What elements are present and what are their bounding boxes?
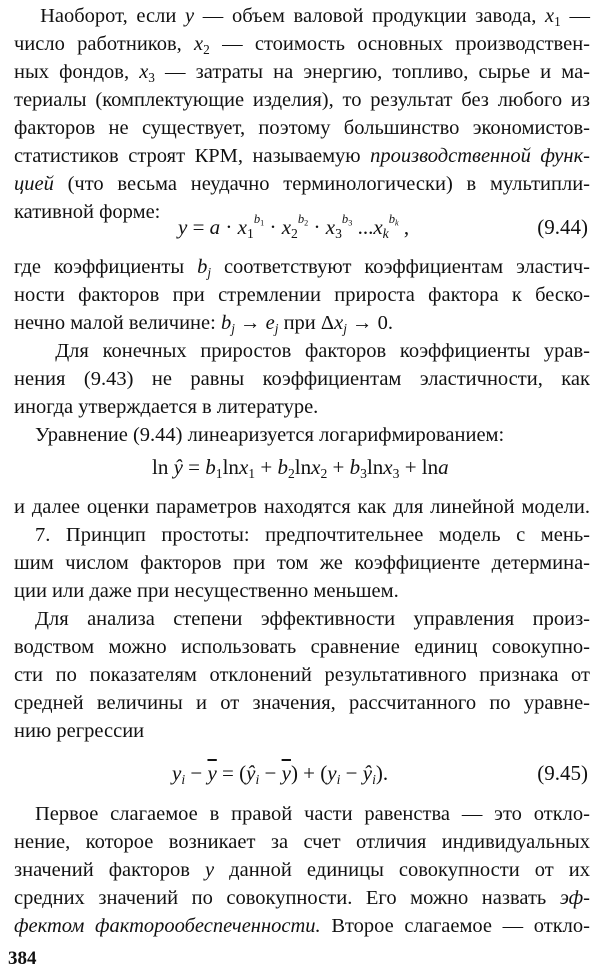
text-line: нение, которое возникает за счет отличия индивидуальных: [14, 831, 590, 853]
text-line: фектом факторообеспеченности. Второе слагаемое — откло-: [14, 915, 590, 937]
text-line: кативной форме:: [14, 201, 161, 223]
text-line: Наоборот, если y — объем валовой продукции завода, $x_1$ —: [14, 5, 591, 29]
equation-9-45: $y_i - \overline{y}$ = $(ŷ_i - \overline{y}) + (y_i$ − $ŷ_i$).: [172, 761, 389, 788]
text-line: статистиков строят КРМ, называемую производственной функ-: [14, 145, 590, 167]
text-span: Первое слагаемое в правой части равенства — это откло-: [35, 803, 590, 825]
text-line: [14, 800, 590, 828]
text-line: нию регрессии: [14, 720, 145, 742]
text-line: цией (что весьма неудачно терминологически) в мультипли-: [14, 173, 590, 195]
text-span: Для анализа степени эффективности управления произ-: [35, 608, 590, 630]
equation-log: ln ŷ = $b_1\ln x_1 + b_2\ln x_2 + b_3\ln x_3 + \ln a$: [152, 455, 449, 482]
text-line: ности факторов при стремлении прироста фактора к беско-: [14, 284, 590, 306]
page-number: 384: [8, 948, 37, 969]
text-line: ных фондов, $x_3$ — затраты на энергию, топливо, сырье и ма-: [14, 61, 590, 85]
text-span: 7. Принцип простоты: предпочтительнее модель с мень-: [35, 524, 590, 546]
text-line: число работников, $x_2$ — стоимость основных производствен-: [14, 33, 590, 57]
text-line: факторов не существует, поэтому большинство экономистов-: [14, 117, 590, 139]
text-line: нечно малой величине: $b_j \to e_j$ при $\Delta x_j \to 0$.: [14, 312, 394, 336]
text-line: [14, 521, 590, 549]
text-line: нения (9.43) не равны коэффициентам эластичности, как: [14, 368, 590, 390]
equation-number: (9.44): [537, 215, 588, 239]
text-line: ции или даже при несущественно меньшем.: [14, 580, 399, 602]
text-line: значений факторов у данной единицы совокупности от их: [14, 859, 590, 881]
text-line: где коэффициенты $b_j$ соответствуют коэффициентам эластич-: [14, 256, 590, 280]
text-line: иногда утверждается в литературе.: [14, 396, 319, 418]
text-line: териалы (комплектующие изделия), то результат без любого из: [14, 89, 590, 111]
text-line: средней величины и от значения, рассчитанного по уравне-: [14, 692, 590, 714]
text-line: [14, 421, 590, 449]
text-line: Для конечных приростов факторов коэффициенты урав-: [14, 340, 590, 362]
equation-9-44: $y = a \cdot x_1^{b_1} \cdot x_2^{b_2} \cdot x_3^{b_3}$ $...x_k^{b_k}$ ,: [178, 211, 410, 242]
text-line: шим числом факторов при том же коэффициенте детермина-: [14, 552, 590, 574]
text-line: [14, 605, 590, 633]
text-line: сти по показателям отклонений результативного признака от: [14, 664, 590, 686]
text-line: и далее оценки параметров находятся как для линейной модели.: [14, 496, 590, 518]
text-line: водством можно использовать сравнение единиц совокупно-: [14, 636, 590, 658]
equation-number: (9.45): [537, 761, 588, 785]
text-line: средних значений по совокупности. Его можно назвать эф-: [14, 887, 590, 909]
text-span: Уравнение (9.44) линеаризуется логарифмированием:: [35, 424, 505, 446]
